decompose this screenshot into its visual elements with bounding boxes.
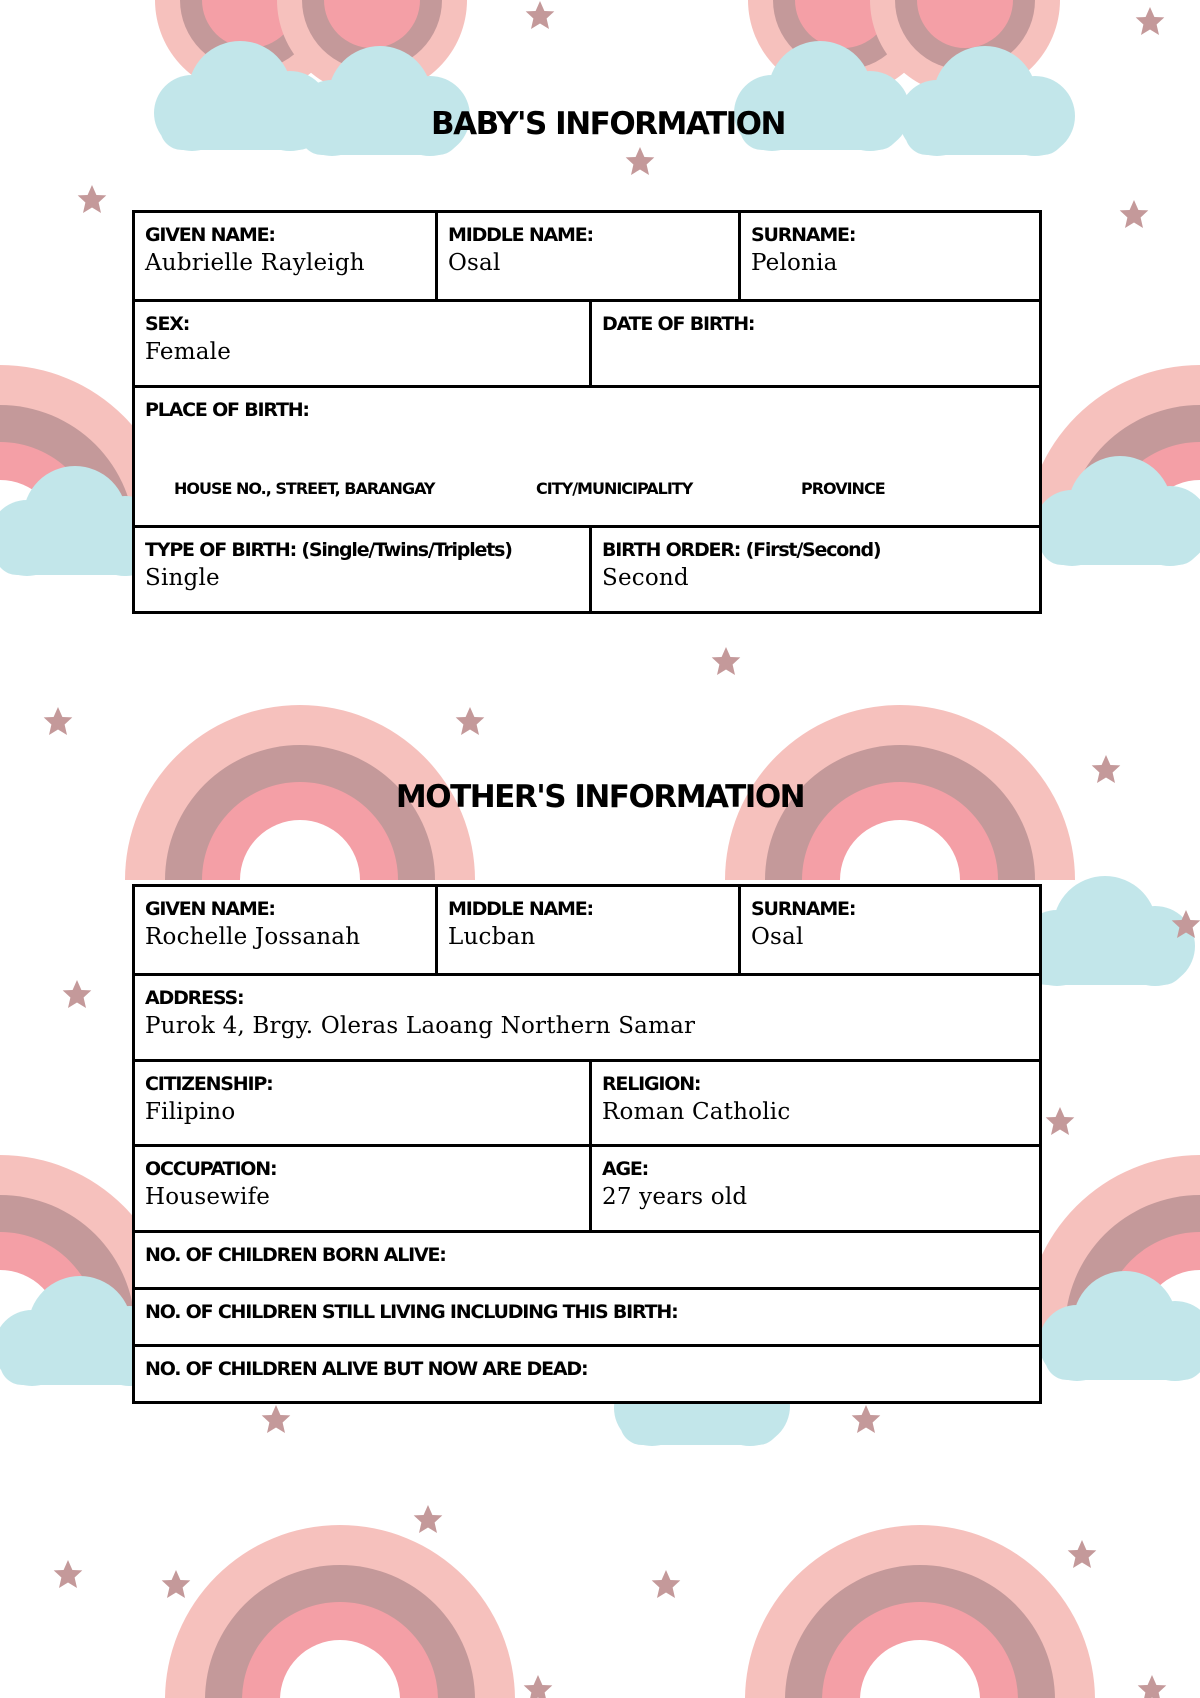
field-value: Purok 4, Brgy. Oleras Laoang Northern Samar — [145, 1013, 696, 1039]
field-label: BIRTH ORDER: (First/Second) — [602, 539, 881, 561]
mother-information-heading: MOTHER'S INFORMATION — [395, 779, 805, 815]
mother-address-row — [135, 973, 1039, 1059]
field-value: 27 years old — [602, 1184, 748, 1210]
mother-surname-field[interactable] — [738, 887, 1039, 973]
baby-place-of-birth-field[interactable] — [135, 388, 1039, 525]
mother-given-name-field[interactable] — [135, 887, 435, 973]
field-label: PLACE OF BIRTH: — [145, 399, 309, 421]
field-label: TYPE OF BIRTH: (Single/Twins/Triplets) — [145, 539, 512, 561]
field-value: Second — [602, 565, 689, 591]
baby-information-heading: BABY'S INFORMATION — [431, 106, 785, 142]
field-label: MIDDLE NAME: — [448, 898, 593, 920]
field-value: Roman Catholic — [602, 1099, 791, 1125]
baby-middle-name-field[interactable] — [435, 213, 738, 299]
field-value: Female — [145, 339, 232, 365]
field-value: Rochelle Jossanah — [145, 924, 361, 950]
field-label: ADDRESS: — [145, 987, 244, 1009]
field-label: NO. OF CHILDREN BORN ALIVE: — [145, 1244, 446, 1266]
field-label: SURNAME: — [751, 224, 856, 246]
field-value: Filipino — [145, 1099, 236, 1125]
mother-middle-name-field[interactable] — [435, 887, 738, 973]
sublabel-street: HOUSE NO., STREET, BARANGAY — [174, 479, 435, 498]
children-still-living-field[interactable] — [135, 1290, 1039, 1344]
baby-name-row — [135, 213, 1039, 299]
baby-place-of-birth-row — [135, 385, 1039, 525]
children-alive-now-dead-field[interactable] — [135, 1347, 1039, 1401]
field-label: NO. OF CHILDREN ALIVE BUT NOW ARE DEAD: — [145, 1358, 588, 1380]
mother-occupation-field[interactable] — [135, 1147, 589, 1230]
children-born-alive-row — [135, 1230, 1039, 1287]
mother-name-row — [135, 887, 1039, 973]
field-label: CITIZENSHIP: — [145, 1073, 273, 1095]
children-still-living-row — [135, 1287, 1039, 1344]
baby-given-name-field[interactable] — [135, 213, 435, 299]
baby-type-of-birth-field[interactable] — [135, 528, 589, 611]
field-value: Single — [145, 565, 220, 591]
field-value: Osal — [448, 250, 501, 276]
field-label: RELIGION: — [602, 1073, 701, 1095]
field-value: Osal — [751, 924, 804, 950]
mother-occupation-age-row — [135, 1144, 1039, 1230]
sublabel-city: CITY/MUNICIPALITY — [536, 479, 693, 498]
field-value: Lucban — [448, 924, 536, 950]
baby-sex-field[interactable] — [135, 302, 589, 385]
field-label: SEX: — [145, 313, 190, 335]
field-label: DATE OF BIRTH: — [602, 313, 755, 335]
field-value: Housewife — [145, 1184, 271, 1210]
mother-age-field[interactable] — [589, 1147, 1039, 1230]
field-label: GIVEN NAME: — [145, 898, 275, 920]
mother-address-field[interactable] — [135, 976, 1039, 1059]
field-label: SURNAME: — [751, 898, 856, 920]
baby-date-of-birth-field[interactable] — [589, 302, 1039, 385]
field-label: NO. OF CHILDREN STILL LIVING INCLUDING THIS BIRTH: — [145, 1301, 678, 1323]
mother-religion-field[interactable] — [589, 1062, 1039, 1144]
field-label: MIDDLE NAME: — [448, 224, 593, 246]
children-alive-now-dead-row — [135, 1344, 1039, 1401]
field-label: GIVEN NAME: — [145, 224, 275, 246]
baby-birth-type-row — [135, 525, 1039, 611]
place-of-birth-sublabels — [145, 479, 1029, 498]
children-born-alive-field[interactable] — [135, 1233, 1039, 1287]
baby-sex-dob-row — [135, 299, 1039, 385]
baby-information-form — [132, 210, 1042, 614]
field-label: AGE: — [602, 1158, 649, 1180]
mother-information-form — [132, 884, 1042, 1404]
sublabel-province: PROVINCE — [801, 479, 885, 498]
field-value: Aubrielle Rayleigh — [145, 250, 365, 276]
mother-citizenship-field[interactable] — [135, 1062, 589, 1144]
mother-citizenship-religion-row — [135, 1059, 1039, 1144]
baby-birth-order-field[interactable] — [589, 528, 1039, 611]
field-label: OCCUPATION: — [145, 1158, 277, 1180]
field-value: Pelonia — [751, 250, 838, 276]
baby-surname-field[interactable] — [738, 213, 1039, 299]
